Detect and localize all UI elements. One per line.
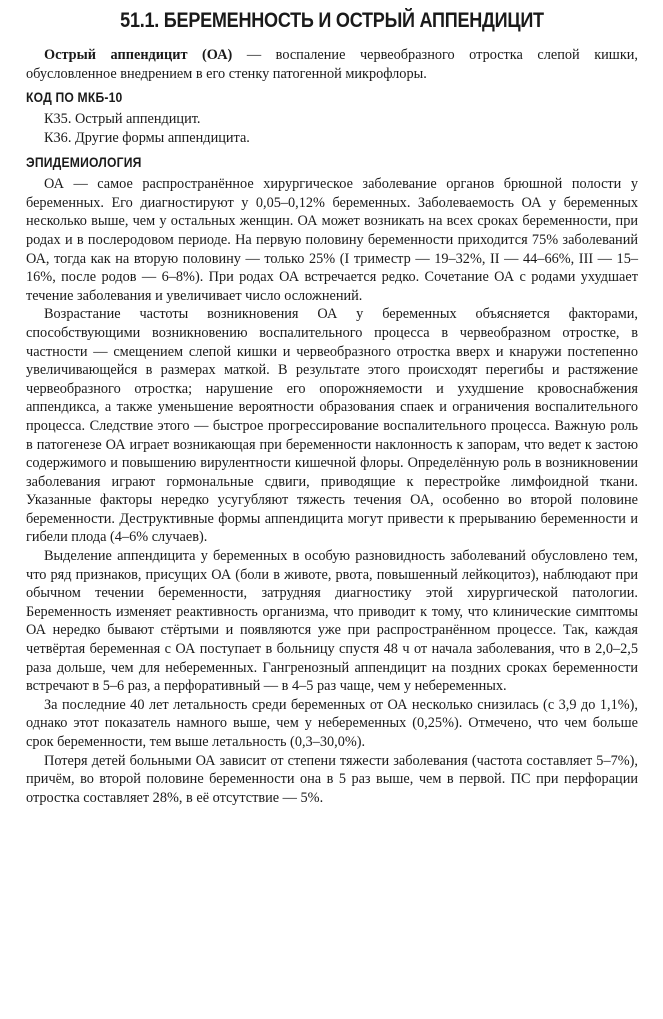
definition-text: — воспаление червеобразного отростка слепой кишки, обусловленное внедрением в его стенку патогенной микрофлоры. (26, 47, 638, 82)
icd-code-item: К36. Другие формы аппендицита. (44, 130, 250, 147)
epidemiology-paragraph: За последние 40 лет летальность среди беременных от ОА несколько снизилась (с 3,9 до 1,1%), однако этот показатель намного выше, чем у небеременных (0,25%). Отмечено, что чем больше срок беременности, тем выше летальность (0,3–30,0%). (26, 696, 638, 750)
epidemiology-paragraph: Выделение аппендицита у беременных в особую разновидность заболеваний обусловлено тем, что ряд признаков, присущих ОА (боли в животе, рвота, повышенный лейкоцитоз), наблюдают при обычном течении беременности, затрудняя диагностику этой хирургической патологии. Беременность изменяет реактивность организма, что приводит к тому, что клинические симптомы ОА нередко бывают стёртыми и появляются уже при распространённом процессе. Так, каждая четвёртая беременная с ОА поступает в больницу спустя 48 ч от начала заболевания, что в 2,0–2,5 раза дольше, чем для небеременных. Гангренозный аппендицит на поздних сроках беременности встречают в 5–6 раз, а перфоративный — в 4–5 раз чаще, чем у небеременных. (26, 548, 638, 695)
icd-code-list (26, 110, 638, 148)
document-page (26, 6, 638, 807)
epidemiology-paragraph: Потеря детей больными ОА зависит от степени тяжести заболевания (частота составляет 5–7%), причём, во второй половине беременности она в 5 раз выше, чем в первой. ПС при перфорации отростка составляет 28%, в её отсутствие — 5%. (26, 752, 638, 806)
chapter-title: 51.1. БЕРЕМЕННОСТЬ И ОСТРЫЙ АППЕНДИЦИТ (120, 9, 544, 32)
icd-code-item: К35. Острый аппендицит. (44, 111, 201, 128)
epidemiology-heading: ЭПИДЕМИОЛОГИЯ (26, 155, 142, 171)
icd-heading: КОД ПО МКБ-10 (26, 90, 123, 106)
epidemiology-paragraph: ОА — самое распространённое хирургическое заболевание органов брюшной полости у беременных. Его диагностируют у 0,05–0,12% беременных. Заболеваемость ОА у беременных несколько выше, чем у остальных женщин. ОА может возникать на всех сроках беременности, при родах и в послеродовом периоде. На первую половину беременности приходится 75% заболеваний ОА, тогда как на вторую половину — только 25% (I триместр — 19–32%, II — 44–66%, III — 15–16%, после родов — 6–8%). При родах ОА встречается редко. Сочетание ОА с родами ухудшает течение заболевания и увеличивает число осложнений. (26, 176, 638, 304)
epidemiology-body (26, 175, 638, 807)
definition-paragraph (26, 46, 638, 83)
definition-term: Острый аппендицит (ОА) (44, 47, 233, 63)
epidemiology-paragraph: Возрастание частоты возникновения ОА у беременных объясняется факторами, способствующими возникновению воспалительного процесса в червеобразном отростке, в частности — смещением слепой кишки и червеобразного отростка вверх и кнаружи постепенно увеличивающейся в размерах маткой. В результате этого происходят перегибы и растяжение червеобразного отростка; нарушение его опорожняемости и ухудшение кровоснабжения аппендикса, а также уменьшение вероятности образования спаек и ограничения воспалительного процесса. Следствие этого — быстрое прогрессирование воспалительного процесса. Важную роль в патогенезе ОА играет возникающая при беременности наклонность к запорам, что ведет к застою содержимого и повышению вирулентности кишечной флоры. Определённую роль в возникновении заболевания играют гормональные сдвиги, приводящие к перестройке лимфоидной ткани. Указанные факторы нередко усугубляют тяжесть течения ОА, особенно во второй половине беременности. Деструктивные формы аппендицита могут привести к прерыванию беременности и гибели плода (4–6% случаев). (26, 306, 638, 546)
